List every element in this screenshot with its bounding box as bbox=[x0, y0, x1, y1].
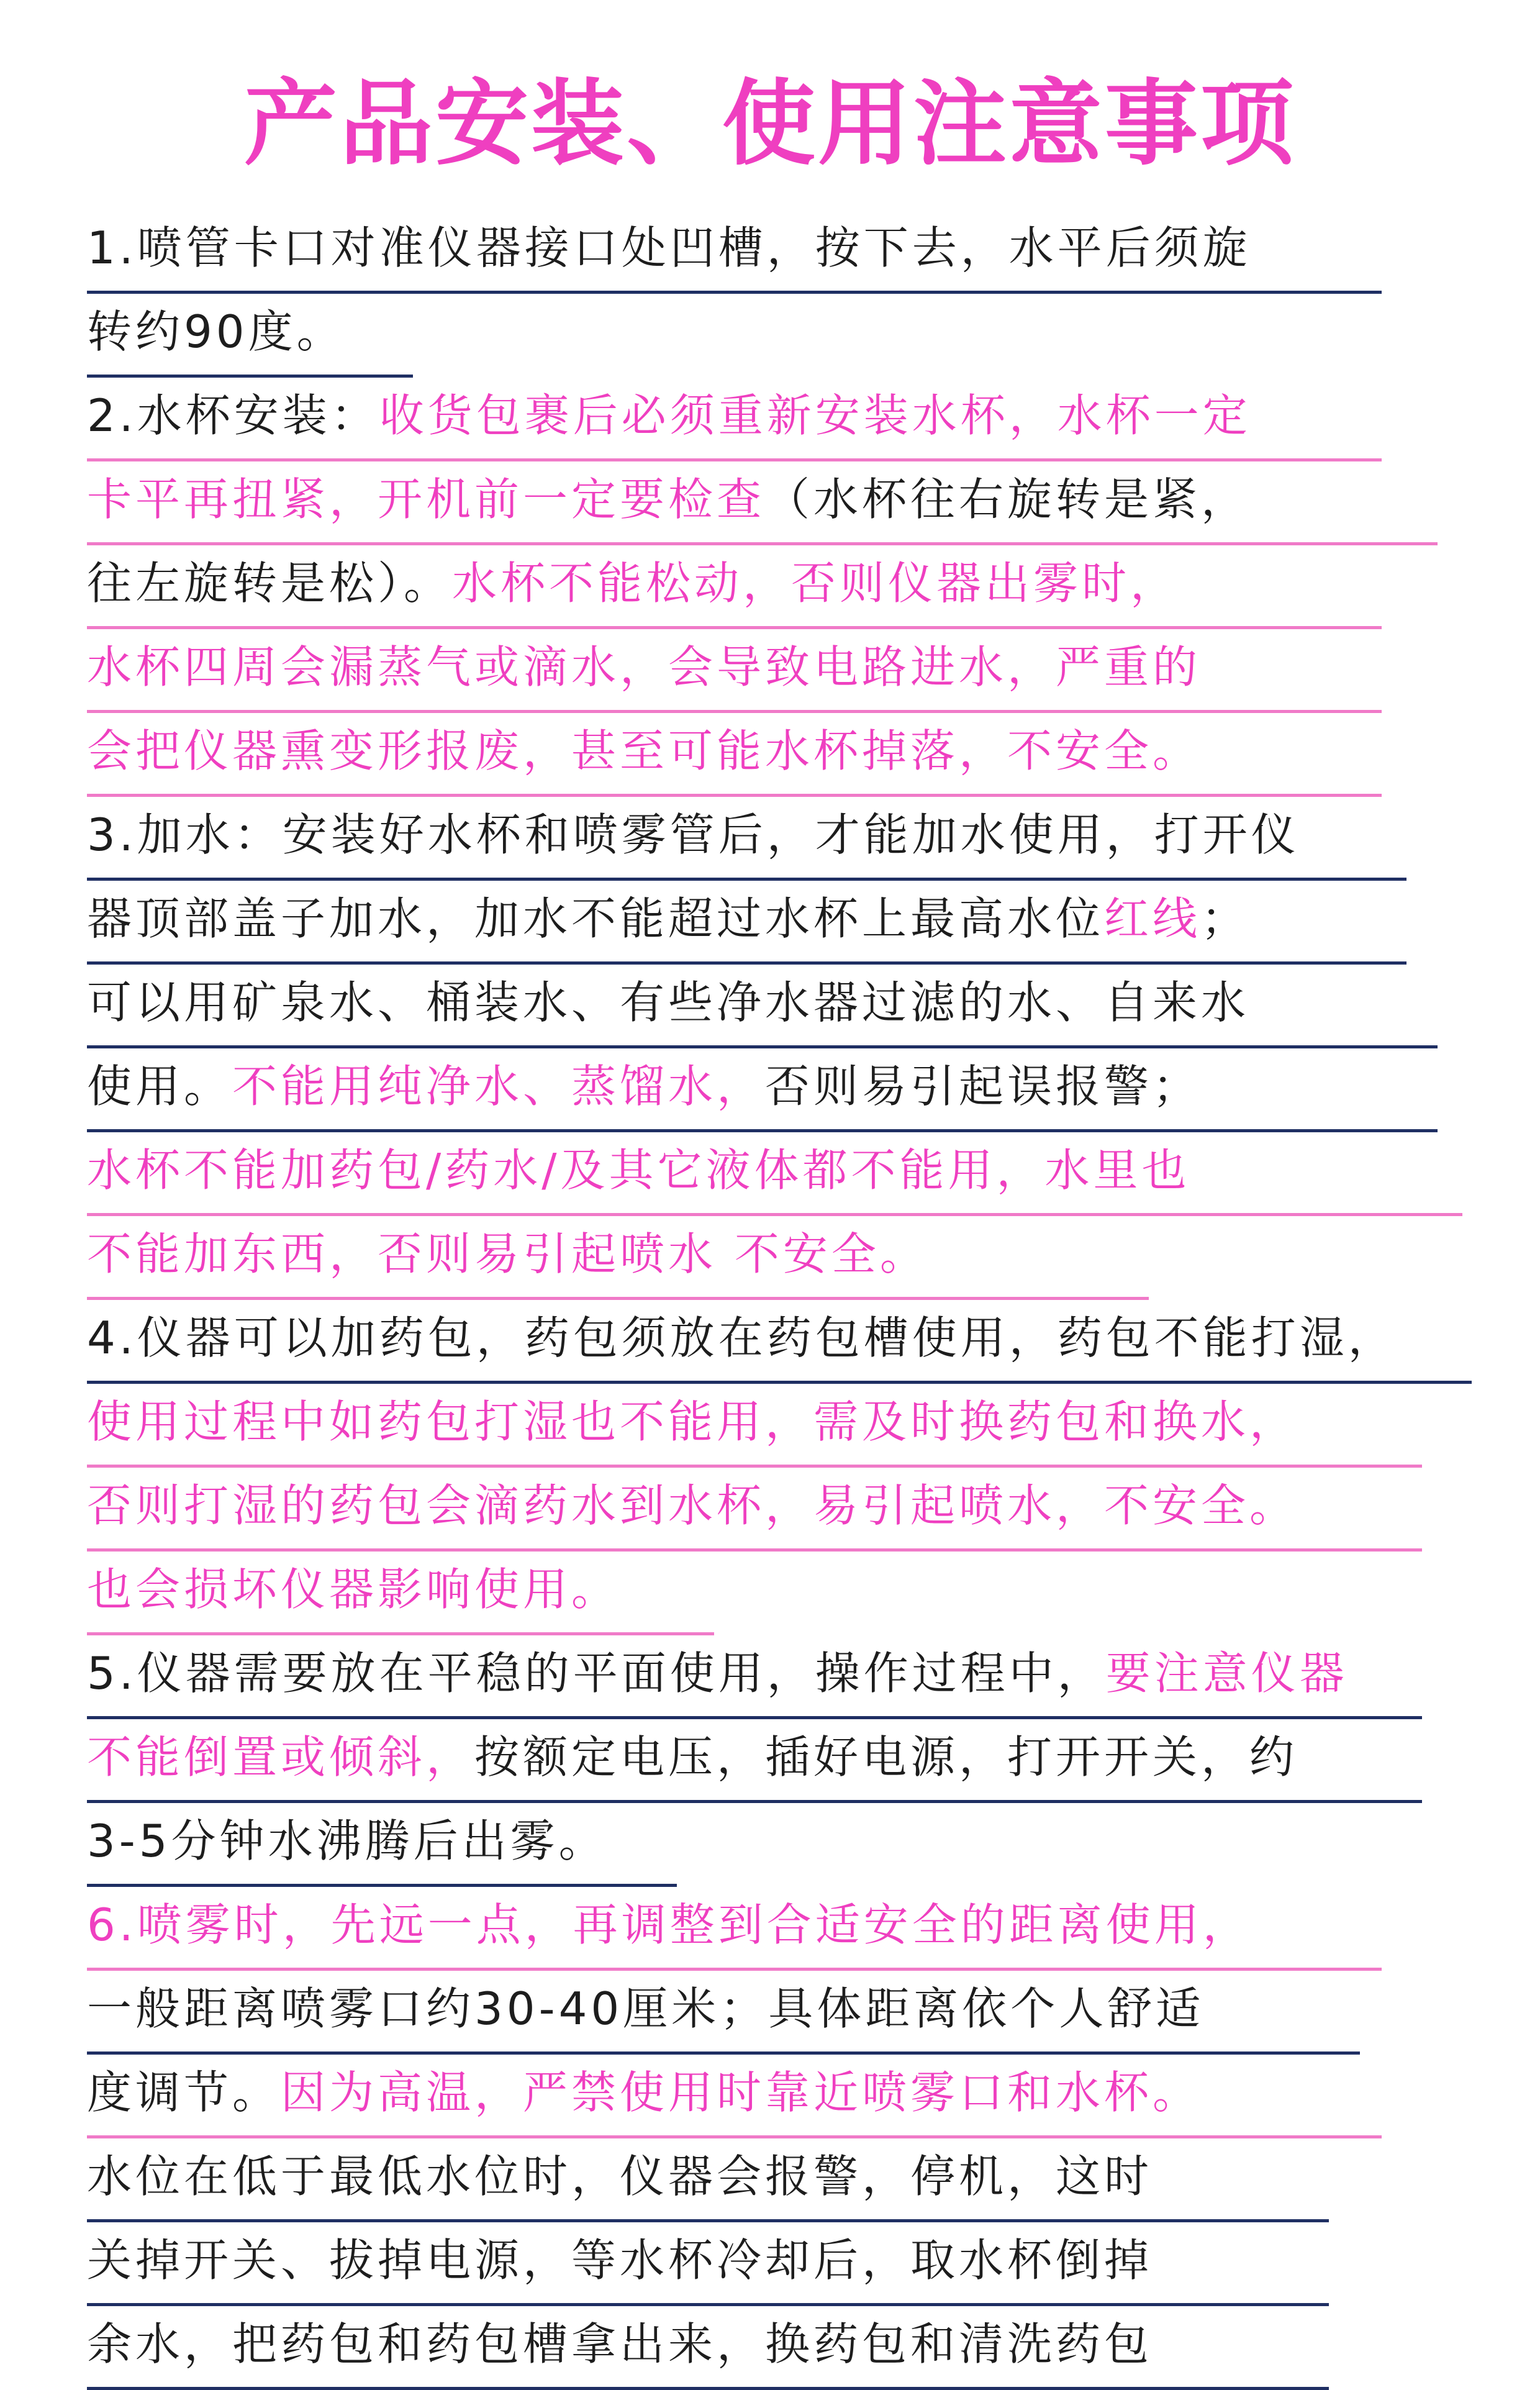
text-segment: 4.仪器可以加药包，药包须放在药包槽使用，药包不能打湿， bbox=[87, 1312, 1397, 1364]
text-line bbox=[87, 376, 1382, 461]
text-segment: 往左旋转是松）。 bbox=[87, 557, 453, 609]
text-line bbox=[87, 1214, 1149, 1300]
text-segment: 5.仪器需要放在平稳的平面使用，操作过程中， bbox=[87, 1647, 1106, 1699]
text-segment-highlight: 不能用纯净水、蒸馏水， bbox=[232, 1060, 766, 1112]
text-line bbox=[87, 208, 1382, 294]
text-segment: 余水，把药包和药包槽拿出来，换药包和清洗药包 bbox=[87, 2318, 1153, 2370]
text-segment: 3-5分钟水沸腾后出雾。 bbox=[87, 1815, 607, 1867]
text-line bbox=[87, 2220, 1329, 2306]
text-segment-highlight: 因为高温，严禁使用时靠近喷雾口和水杯。 bbox=[281, 2066, 1202, 2119]
text-segment: 度调节。 bbox=[87, 2066, 281, 2119]
text-segment: 器顶部盖子加水，加水不能超过水杯上最高水位 bbox=[87, 893, 1105, 945]
text-segment-highlight: 也会损坏仪器影响使用。 bbox=[87, 1563, 620, 1615]
text-line bbox=[87, 2304, 1329, 2390]
text-line bbox=[87, 543, 1382, 629]
text-segment-highlight: 水杯不能松动，否则仪器出雾时， bbox=[452, 557, 1179, 609]
text-segment-highlight: 红线 bbox=[1104, 893, 1202, 945]
text-line bbox=[87, 1633, 1422, 1719]
text-segment-highlight: 收货包裹后必须重新安装水杯，水杯一定 bbox=[379, 389, 1251, 442]
text-line bbox=[87, 1382, 1422, 1468]
text-line bbox=[87, 1130, 1462, 1216]
page-title: 产品安装、使用注意事项 bbox=[243, 70, 1296, 178]
text-line bbox=[87, 1801, 677, 1887]
text-segment-highlight: 卡平再扭紧，开机前一定要检查 bbox=[87, 473, 766, 525]
text-segment: （水杯往右旋转是紧， bbox=[765, 473, 1250, 525]
text-line bbox=[87, 292, 413, 378]
text-segment: ； bbox=[1201, 893, 1250, 945]
text-line bbox=[87, 711, 1382, 797]
text-segment: 可以用矿泉水、桶装水、有些净水器过滤的水、自来水 bbox=[87, 976, 1250, 1029]
text-line bbox=[87, 1550, 714, 1635]
text-segment-highlight: 喷雾时，先远一点，再调整到合适安全的距离使用， bbox=[137, 1899, 1251, 1951]
text-line bbox=[87, 1466, 1422, 1552]
text-segment: 2.水杯安装： bbox=[87, 389, 379, 442]
text-segment-highlight: 否则打湿的药包会滴药水到水杯，易引起喷水，不安全。 bbox=[87, 1479, 1298, 1532]
text-segment: 3.加水：安装好水杯和喷雾管后，才能加水使用，打开仪 bbox=[87, 809, 1300, 861]
text-line bbox=[87, 1717, 1422, 1803]
text-line bbox=[87, 460, 1438, 545]
text-line bbox=[87, 1298, 1472, 1384]
text-line bbox=[87, 963, 1438, 1048]
text-line bbox=[87, 1047, 1438, 1132]
text-line bbox=[87, 2053, 1382, 2138]
text-segment: 使用。 bbox=[87, 1060, 233, 1112]
text-segment: 一般距离喷雾口约30-40厘米；具体距离依个人舒适 bbox=[87, 1983, 1205, 2035]
text-segment: 否则易引起误报警； bbox=[765, 1060, 1202, 1112]
text-segment: 1.喷管卡口对准仪器接口处凹槽，按下去，水平后须旋 bbox=[87, 222, 1251, 274]
text-line bbox=[87, 795, 1406, 881]
text-segment-highlight: 不能倒置或倾斜， bbox=[87, 1731, 475, 1783]
text-segment-highlight: 要注意仪器 bbox=[1105, 1647, 1348, 1699]
text-line bbox=[87, 879, 1406, 965]
text-segment: 水位在低于最低水位时，仪器会报警，停机，这时 bbox=[87, 2150, 1153, 2202]
text-line bbox=[87, 627, 1382, 713]
text-segment-highlight: 使用过程中如药包打湿也不能用，需及时换药包和换水， bbox=[87, 1396, 1298, 1448]
text-segment-highlight: 6. bbox=[87, 1899, 137, 1951]
text-segment-highlight: 会把仪器熏变形报废，甚至可能水杯掉落，不安全。 bbox=[87, 725, 1202, 777]
text-segment: 按额定电压，插好电源，打开开关，约 bbox=[474, 1731, 1298, 1783]
text-line bbox=[87, 2137, 1329, 2222]
text-segment: 转约90度。 bbox=[87, 306, 345, 358]
text-line bbox=[87, 1885, 1382, 1971]
text-segment-highlight: 水杯四周会漏蒸气或滴水，会导致电路进水，严重的 bbox=[87, 641, 1202, 693]
text-line bbox=[87, 1969, 1360, 2055]
text-segment-highlight: 水杯不能加药包/药水/及其它液体都不能用，水里也 bbox=[87, 1144, 1190, 1196]
text-segment: 关掉开关、拔掉电源，等水杯冷却后，取水杯倒掉 bbox=[87, 2234, 1153, 2286]
text-segment-highlight: 不能加东西，否则易引起喷水 不安全。 bbox=[87, 1228, 928, 1280]
